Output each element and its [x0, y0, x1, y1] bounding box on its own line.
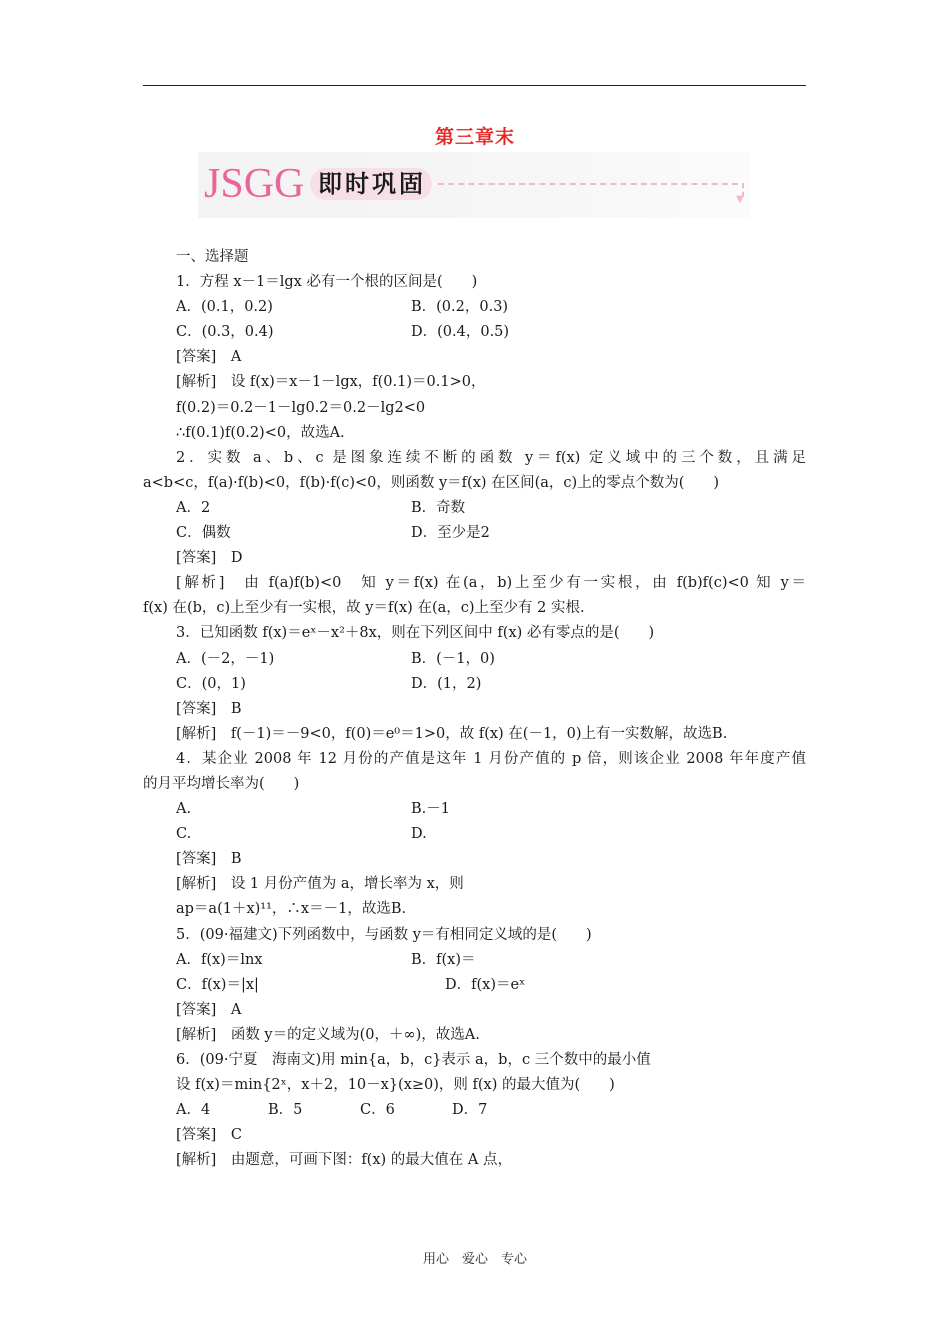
analysis-line: ap＝a(1＋x)¹¹，∴x＝－1，故选B.: [176, 901, 407, 918]
option-c: C．f(x)＝|x|: [176, 976, 259, 993]
answer: [答案] B: [176, 851, 242, 868]
answer: [答案] D: [176, 550, 243, 567]
analysis: [解析] 函数 y＝的定义域为(0，＋∞)，故选A.: [176, 1026, 480, 1043]
option-d: D．(0.4，0.5): [411, 324, 510, 341]
header-rule: [143, 85, 806, 86]
question-6-cont: 设 f(x)＝min{2ˣ，x＋2，10－x}(x≥0)，则 f(x) 的最大值为( ): [176, 1077, 615, 1094]
section-heading: 一、选择题: [176, 249, 249, 265]
option-d: D．7: [452, 1102, 488, 1119]
option-a: A．4: [176, 1102, 211, 1119]
answer: [答案] A: [176, 1001, 242, 1018]
option-a: A．(－2，－1): [176, 650, 275, 667]
question-3: 3．已知函数 f(x)＝eˣ－x²＋8x，则在下列区间中 f(x) 必有零点的是( ): [176, 625, 655, 642]
option-c: C.: [176, 826, 192, 843]
options-row: [143, 496, 806, 521]
option-a: A．(0.1，0.2): [176, 299, 273, 316]
options-row: [143, 295, 806, 320]
options-row: [143, 672, 806, 697]
arrow-down-icon: ▼: [736, 194, 744, 205]
option-a: A．f(x)＝lnx: [176, 951, 263, 968]
options-row: [143, 1098, 806, 1123]
options-row: [143, 521, 806, 546]
analysis: [解析] 由 f(a)f(b)<0 知 y＝f(x) 在(a，b)上至少有一实根，由 f(b)f(c)<0 知 y＝: [176, 575, 806, 592]
option-d: D．f(x)＝eˣ: [445, 976, 526, 993]
option-d: D.: [411, 826, 427, 843]
analysis: [解析] 由题意，可画下图：f(x) 的最大值在 A 点，: [176, 1152, 512, 1169]
option-c: C．(0.3，0.4): [176, 324, 274, 341]
option-b: B．奇数: [411, 499, 466, 516]
option-b: B．f(x)＝: [411, 951, 476, 968]
banner-title: 即时巩固: [318, 170, 426, 198]
analysis-line: ∴f(0.1)f(0.2)<0，故选A.: [176, 424, 345, 441]
options-row: [143, 973, 806, 998]
option-d: D．(1，2): [411, 675, 482, 692]
question-4: 4．某企业 2008 年 12 月份的产值是这年 1 月份产值的 p 倍，则该企业 2008 年年度产值: [176, 750, 806, 767]
answer: [答案] C: [176, 1127, 242, 1144]
option-c: C．6: [360, 1102, 395, 1119]
question-2-cont: a<b<c，f(a)·f(b)<0，f(b)·f(c)<0，则函数 y＝f(x) 在区间(a，c)上的零点个数为( ): [143, 474, 720, 491]
section-banner: [198, 152, 750, 218]
option-a: A.: [176, 801, 192, 818]
option-c: C．(0，1): [176, 675, 246, 692]
option-b: B．5: [268, 1102, 303, 1119]
options-row: [143, 647, 806, 672]
banner-dashed-line: [438, 183, 738, 185]
options-row: [143, 822, 806, 847]
exercise-content: [143, 245, 806, 1173]
page-footer: 用心 爱心 专心: [422, 1252, 527, 1267]
answer: [答案] A: [176, 349, 242, 366]
option-c: C．偶数: [176, 525, 231, 542]
analysis-line: f(0.2)＝0.2－1－lg0.2＝0.2－lg2<0: [176, 399, 426, 416]
option-b: B．(－1，0): [411, 650, 495, 667]
question-5: 5．(09·福建文)下列函数中，与函数 y＝有相同定义域的是( ): [176, 926, 592, 943]
question-1: 1．方程 x－1＝lgx 必有一个根的区间是( ): [176, 274, 478, 291]
option-b: B.－1: [411, 801, 450, 818]
options-row: [143, 948, 806, 973]
question-4-cont: 的月平均增长率为( ): [143, 775, 300, 792]
options-row: [143, 320, 806, 345]
question-6: 6．(09·宁夏 海南文)用 min{a，b，c}表示 a，b，c 三个数中的最小值: [176, 1052, 651, 1068]
option-d: D．至少是2: [411, 525, 490, 542]
analysis-line: f(x) 在(b，c)上至少有一实根，故 y＝f(x) 在(a，c)上至少有 2 实根.: [143, 600, 585, 617]
chapter-title: 第三章末: [434, 126, 515, 148]
question-2: 2．实数 a、b、c 是图象连续不断的函数 y＝f(x) 定义域中的三个数，且满足: [176, 449, 806, 466]
options-row: [143, 797, 806, 822]
analysis: [解析] 设 1 月份产值为 a，增长率为 x，则: [176, 876, 464, 893]
analysis: [解析] 设 f(x)＝x－1－lgx，f(0.1)＝0.1>0，: [176, 374, 486, 391]
option-b: B．(0.2，0.3): [411, 299, 509, 316]
option-a: A．2: [176, 499, 211, 516]
answer: [答案] B: [176, 700, 242, 717]
analysis: [解析] f(－1)＝－9<0，f(0)＝e⁰＝1>0，故 f(x) 在(－1，0)上有一实数解，故选B.: [176, 725, 728, 742]
banner-logo: JSGG: [204, 161, 305, 207]
